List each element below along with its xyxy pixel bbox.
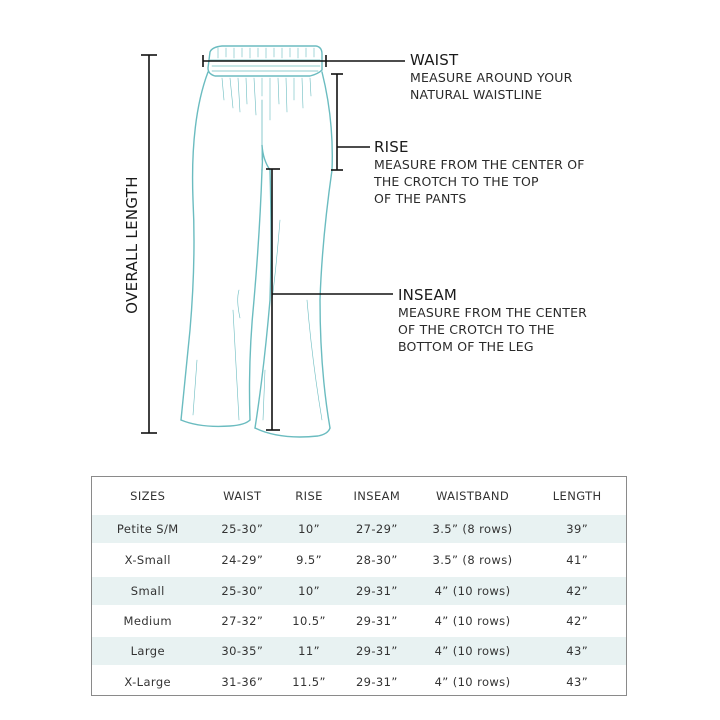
cell-inseam: 29-31” xyxy=(355,675,398,689)
cell-waist: 30-35” xyxy=(221,644,264,658)
rise-callout xyxy=(374,138,585,207)
cell-rise: 11” xyxy=(298,644,320,658)
measurement-lines-icon xyxy=(141,55,405,433)
inseam-title: INSEAM xyxy=(398,286,458,304)
size-table xyxy=(92,477,626,699)
cell-length: 39” xyxy=(566,522,589,536)
header-waist: WAIST xyxy=(223,489,262,503)
cell-rise: 10.5” xyxy=(292,614,326,628)
table-header-row xyxy=(92,477,626,515)
table-row xyxy=(92,637,626,665)
cell-inseam: 29-31” xyxy=(355,584,398,598)
inseam-desc-line1: MEASURE FROM THE CENTER xyxy=(398,305,588,320)
cell-inseam: 28-30” xyxy=(355,553,398,567)
cell-size: Medium xyxy=(123,614,172,628)
cell-waist: 31-36” xyxy=(221,675,264,689)
overall-length-label: OVERALL LENGTH xyxy=(123,176,141,314)
cell-length: 42” xyxy=(566,584,589,598)
table-row xyxy=(92,543,626,577)
cell-length: 41” xyxy=(566,553,589,567)
table-row xyxy=(92,577,626,605)
cell-waistband: 3.5” (8 rows) xyxy=(432,522,513,536)
cell-size: X-Large xyxy=(124,675,172,689)
cell-length: 42” xyxy=(566,614,589,628)
cell-size: Large xyxy=(130,644,165,658)
cell-waistband: 3.5” (8 rows) xyxy=(432,553,513,567)
header-sizes: SIZES xyxy=(130,489,166,503)
waist-desc-line1: MEASURE AROUND YOUR xyxy=(410,70,573,85)
cell-rise: 9.5” xyxy=(296,553,322,567)
rise-title: RISE xyxy=(374,138,409,156)
waist-title: WAIST xyxy=(410,51,459,69)
pants-outline-icon xyxy=(181,46,332,437)
cell-length: 43” xyxy=(566,644,589,658)
cell-waist: 25-30” xyxy=(221,584,264,598)
cell-waistband: 4” (10 rows) xyxy=(434,584,511,598)
cell-waistband: 4” (10 rows) xyxy=(434,644,511,658)
header-waistband: WAISTBAND xyxy=(435,489,510,503)
inseam-desc-line3: BOTTOM OF THE LEG xyxy=(398,339,534,354)
cell-waistband: 4” (10 rows) xyxy=(434,675,511,689)
header-rise: RISE xyxy=(295,489,323,503)
table-row xyxy=(92,605,626,637)
rise-desc-line1: MEASURE FROM THE CENTER OF xyxy=(374,157,585,172)
cell-rise: 10” xyxy=(298,584,320,598)
header-length: LENGTH xyxy=(552,489,602,503)
table-row xyxy=(92,665,626,699)
cell-inseam: 27-29” xyxy=(355,522,398,536)
header-inseam: INSEAM xyxy=(353,489,401,503)
rise-desc-line3: OF THE PANTS xyxy=(374,191,467,206)
cell-inseam: 29-31” xyxy=(355,614,398,628)
size-chart xyxy=(91,476,627,696)
table-row xyxy=(92,515,626,543)
cell-rise: 11.5” xyxy=(292,675,326,689)
cell-rise: 10” xyxy=(298,522,320,536)
cell-length: 43” xyxy=(566,675,589,689)
cell-waist: 24-29” xyxy=(221,553,264,567)
inseam-desc-line2: OF THE CROTCH TO THE xyxy=(398,322,555,337)
rise-desc-line2: THE CROTCH TO THE TOP xyxy=(374,174,539,189)
cell-size: X-Small xyxy=(124,553,171,567)
cell-size: Small xyxy=(130,584,165,598)
waist-callout xyxy=(410,51,572,103)
inseam-callout xyxy=(398,286,587,355)
cell-size: Petite S/M xyxy=(116,522,179,536)
cell-waist: 25-30” xyxy=(221,522,264,536)
cell-waist: 27-32” xyxy=(221,614,264,628)
waist-desc-line2: NATURAL WAISTLINE xyxy=(410,87,543,102)
cell-waistband: 4” (10 rows) xyxy=(434,614,511,628)
cell-inseam: 29-31” xyxy=(355,644,398,658)
